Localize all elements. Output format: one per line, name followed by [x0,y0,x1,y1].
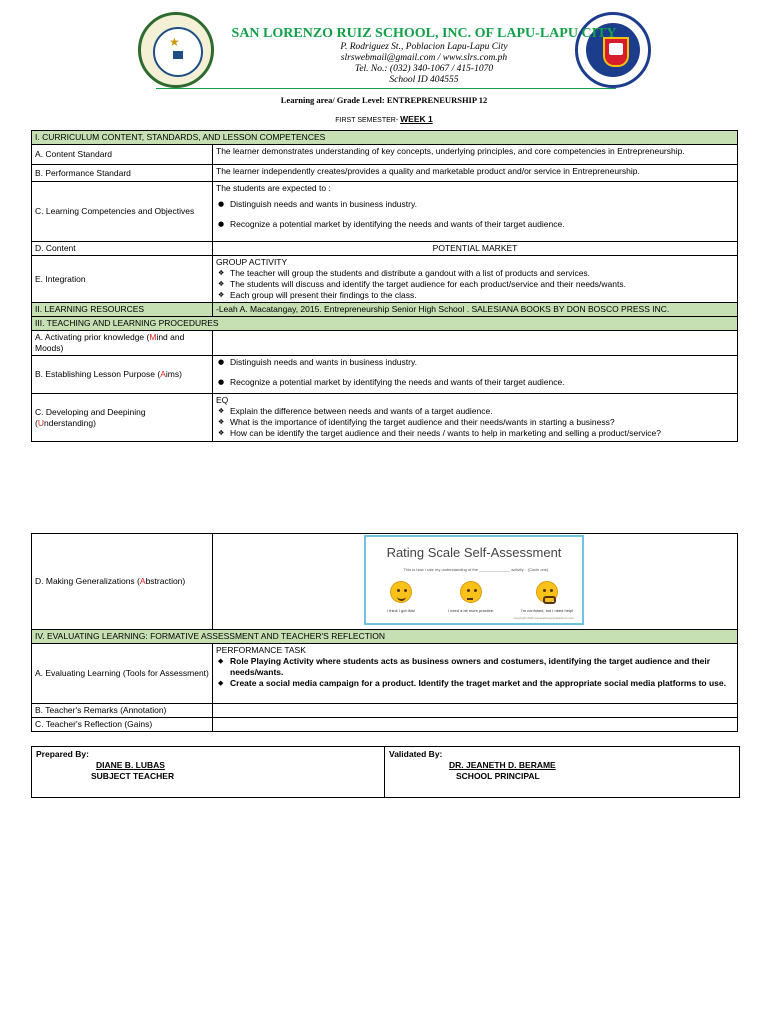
activating-label: A. Activating prior knowledge (Mind and Moods) [32,331,213,356]
competencies-label: C. Learning Competencies and Objectives [32,182,213,242]
validated-name: DR. JEANETH D. BERAME [449,760,556,770]
learning-area: Learning area/ Grade Level: ENTREPRENEURSHIP 12 [280,95,488,105]
school-id: School ID 404555 [389,75,459,85]
eq-item: ❖ What is the importance of identifying the target audience and their needs/wants in starting a business? [218,417,615,427]
content-value: POTENTIAL MARKET [213,242,738,256]
evaluating-cell [213,644,738,704]
eq-item: ❖ How can be identify the target audience and their needs / wants to help in marketing and selling a product/service? [218,428,661,438]
content-standard-label: A. Content Standard [32,145,213,165]
school-contact: slrswebmail@gmail.com / www.slrs.com.ph [340,53,508,63]
integration-item: ❖ Each group will present their findings to the class. [218,290,417,300]
section3-title: III. TEACHING AND LEARNING PROCEDURES [32,317,738,331]
task-item: ◆ Create a social media campaign for a product. Identify the traget market and the appropriate social media platforms to use. [218,678,726,688]
semester-line [0,114,768,124]
wink-emoji-icon [390,581,412,603]
school-logo: ★ [138,12,214,88]
developing-label: C. Developing and Deepining (Understanding) [32,394,213,442]
school-address: P. Rodriguez St., Poblacion Lapu-Lapu City [340,42,508,52]
rating-label-3: I'm confused, but I need help! [520,608,574,613]
activating-value [213,331,738,356]
remarks-value [213,704,738,718]
semester-label: FIRST SEMESTER- [335,117,399,124]
purpose-label: B. Establishing Lesson Purpose (Aims) [32,356,213,394]
rating-subtitle: This is how I rate my understanding of the ______________ activity... (Circle one) [403,567,549,572]
validated-cell [385,747,740,798]
prepared-title: SUBJECT TEACHER [91,771,175,781]
section1-title: I. CURRICULUM CONTENT, STANDARDS, AND LESSON COMPETENCES [32,131,738,145]
generalization-label: D. Making Generalizations (Abstraction) [32,534,213,630]
school-name: SAN LORENZO RUIZ SCHOOL, INC. OF LAPU-LAPU CITY [231,26,617,41]
lesson-plan-table [31,130,738,442]
integration-item: ❖ The students will discuss and identify the target audience for each product/service and their needs/wants. [218,279,626,289]
purpose-item: ● Distinguish needs and wants in business industry. [218,357,417,367]
tired-emoji-icon [536,581,558,603]
signature-table [31,746,740,798]
validated-title: SCHOOL PRINCIPAL [456,771,540,781]
prepared-name: DIANE B. LUBAS [96,760,165,770]
section4-title: IV. EVALUATING LEARNING: FORMATIVE ASSESSMENT AND TEACHER'S REFLECTION [32,630,738,644]
rating-label-1: I think I got this! [386,608,415,613]
rating-label-2: I need a bit more practice. [447,608,495,613]
integration-title: GROUP ACTIVITY [216,257,288,267]
integration-label: E. Integration [32,256,213,303]
thinking-emoji-icon [460,581,482,603]
reflection-value [213,718,738,732]
competencies-intro: The students are expected to : [216,183,331,193]
performance-standard-label: B. Performance Standard [32,165,213,182]
evaluating-label: A. Evaluating Learning (Tools for Assessment) [32,644,213,704]
week-label: WEEK 1 [400,114,433,124]
task-item: ◆ Role Playing Activity where students acts as business owners and costumers, identifying the target audience and their needs/wants. [218,656,711,677]
content-label: D. Content [32,242,213,256]
remarks-label: B. Teacher's Remarks (Annotation) [32,704,213,718]
section2-title: II. LEARNING RESOURCES [32,303,213,317]
learning-resource: -Leah A. Macatangay, 2015. Entrepreneurship Senior High School . SALESIANA BOOKS BY DON BOSCO PRESS INC. [213,303,738,317]
developing-cell [213,394,738,442]
header-divider [156,88,616,89]
competencies-cell [213,182,738,242]
competency-item: ● Distinguish needs and wants in business industry. [218,199,417,209]
rating-scale-image [364,535,584,625]
eq-item: ❖ Explain the difference between needs and wants of a target audience. [218,406,493,416]
purpose-item: ● Recognize a potential market by identifying the needs and wants of their target audience. [218,377,565,387]
prepared-label: Prepared By: [36,749,89,759]
prepared-cell [32,747,385,798]
purpose-cell [213,356,738,394]
school-tel: Tel. No.: (032) 340-1067 / 415-1070 [354,64,494,74]
rating-title: Rating Scale Self-Assessment [386,545,562,560]
rating-footer: Copyright 2020 ww.teacherspayteachers.com [513,616,574,620]
reflection-label: C. Teacher's Reflection (Gains) [32,718,213,732]
task-title: PERFORMANCE TASK [216,645,306,655]
integration-cell [213,256,738,303]
competency-item: ● Recognize a potential market by identifying the needs and wants of their target audience. [218,219,565,229]
validated-label: Validated By: [389,749,443,759]
integration-item: ❖ The teacher will group the students and distribute a gandout with a list of products and services. [218,268,591,278]
eq-label: EQ [216,395,229,405]
content-standard: The learner demonstrates understanding of key concepts, underlying principles, and core competencies in Entrepreneurship. [213,145,738,165]
performance-standard: The learner independently creates/provides a quality and marketable product and/or service in Entrepreneurship. [213,165,738,182]
